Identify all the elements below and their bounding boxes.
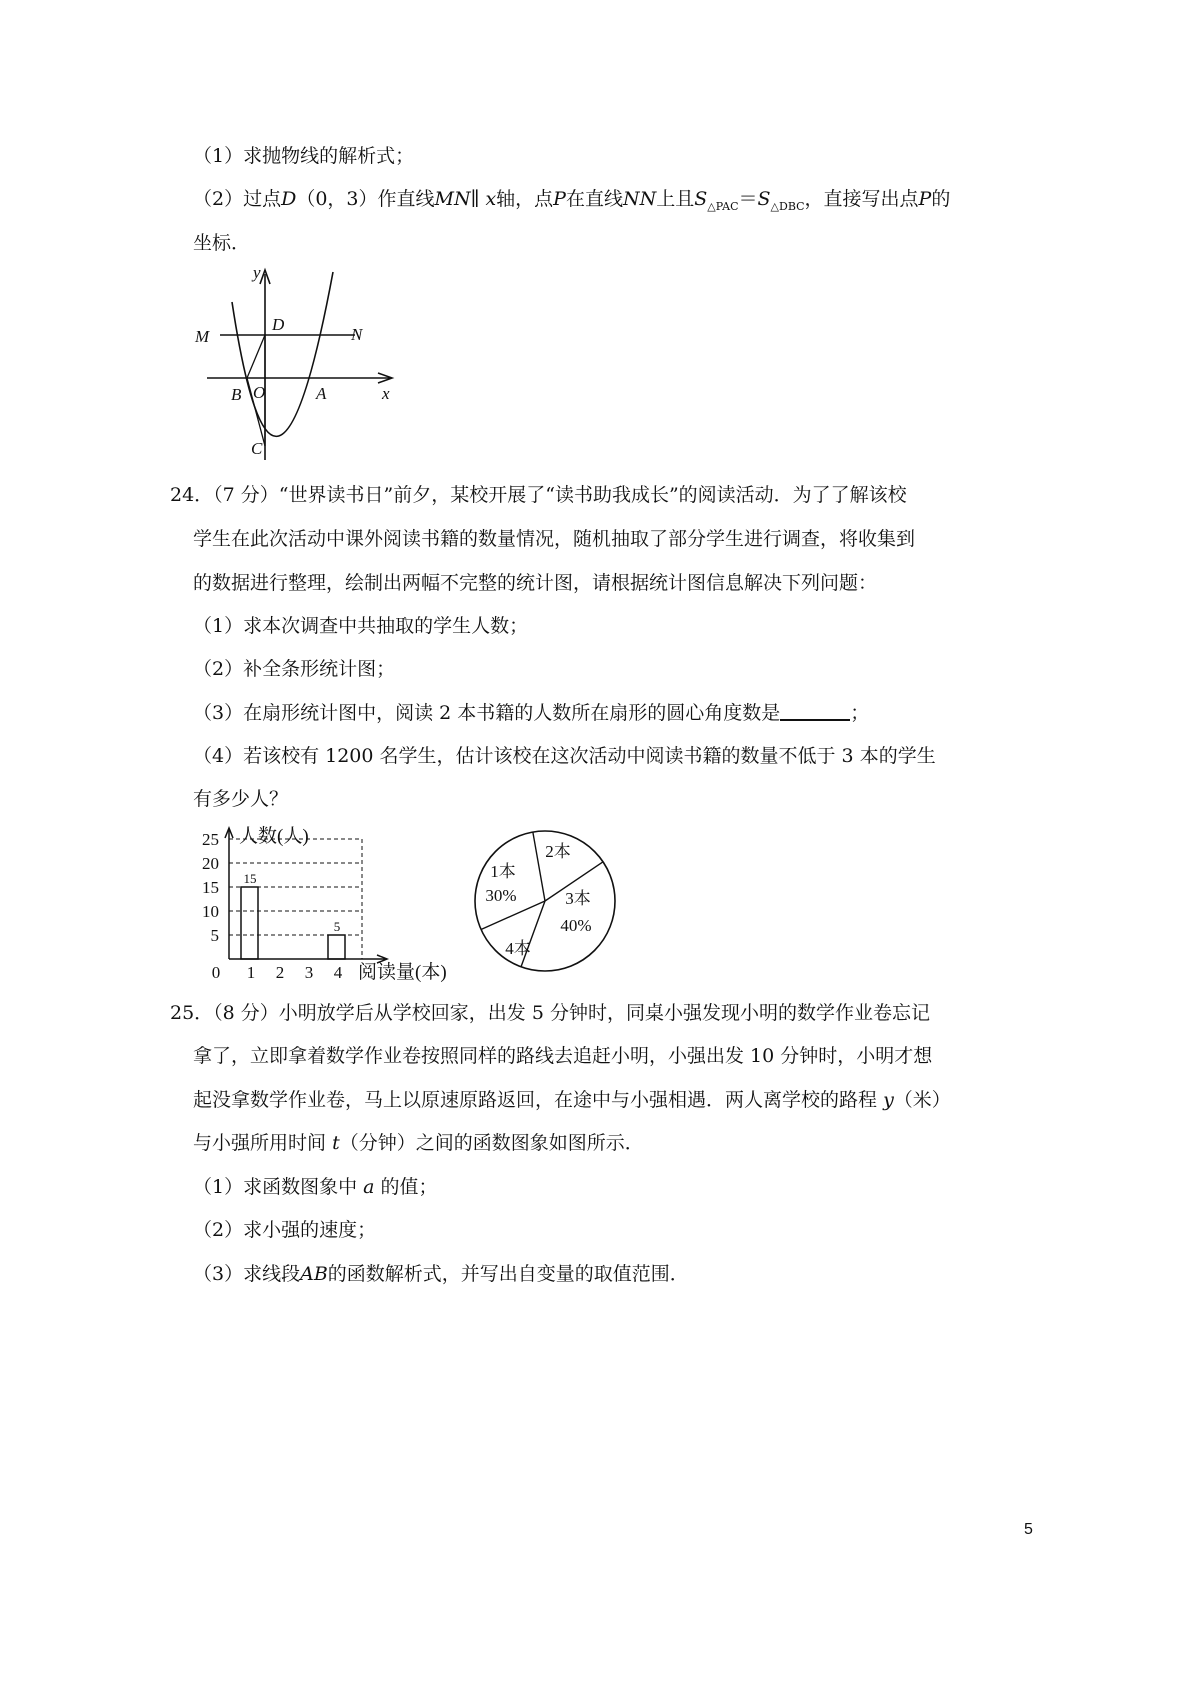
q25-part1: （1）求函数图象中 a 的值； (193, 1176, 438, 1198)
y-tick-10: 10 (202, 902, 219, 921)
label-D: D (272, 315, 285, 334)
y-tick-20: 20 (202, 854, 219, 873)
pie-slice-label-3: 3本 (565, 889, 591, 908)
pie-slice-value-1: 30% (485, 886, 517, 905)
q25-line4: 与小强所用时间 t（分钟）之间的函数图象如图所示． (193, 1132, 644, 1154)
pie-slice-label-1: 1本 (490, 862, 516, 881)
bar-4 (328, 935, 345, 959)
pie-divider-3 (481, 901, 545, 929)
label-x: x (382, 384, 390, 403)
q23-part1: （1）求抛物线的解析式； (193, 145, 415, 167)
pie-slice-label-2: 2本 (545, 842, 571, 861)
label-C: C (251, 439, 263, 458)
q24-part2: （2）补全条形统计图； (193, 658, 396, 680)
y-tick-25: 25 (202, 830, 219, 849)
label-y: y (253, 263, 261, 282)
x-tick-1: 1 (246, 963, 256, 982)
bar-chart (190, 820, 460, 985)
bar-1 (241, 887, 258, 959)
q24-part3: （3）在扇形统计图中，阅读 2 本书籍的人数所在扇形的圆心角度数是 ； (193, 702, 870, 724)
q24-line1: 24．（7 分）“世界读书日”前夕，某校开展了“读书助我成长”的阅读活动．为了了解该校 (170, 484, 907, 506)
pie-slice-label-4: 4本 (505, 939, 531, 958)
x-tick-2: 2 (275, 963, 285, 982)
y-tick-5: 5 (210, 926, 219, 945)
bar-ylabel: 人数(人) (239, 826, 309, 847)
q25-part2: （2）求小强的速度； (193, 1219, 377, 1241)
pie-chart (470, 827, 620, 977)
label-N: N (351, 325, 363, 344)
x-tick-3: 3 (304, 963, 314, 982)
bar-xlabel: 阅读量(本) (358, 962, 447, 983)
q23-part2-cont: 坐标． (193, 232, 251, 254)
q25-part3: （3）求线段AB的函数解析式，并写出自变量的取值范围． (193, 1263, 689, 1285)
q24-part4-cont: 有多少人？ (193, 788, 289, 810)
q24-part1: （1）求本次调查中共抽取的学生人数； (193, 615, 529, 637)
q24-part4: （4）若该校有 1200 名学生，估计该校在这次活动中阅读书籍的数量不低于 3 本的学生 (193, 745, 936, 767)
q25-line1: 25．（8 分）小明放学后从学校回家，出发 5 分钟时，同桌小强发现小明的数学作业卷忘记 (170, 1002, 930, 1024)
label-B: B (231, 385, 242, 404)
q25-line3: 起没拿数学作业卷，马上以原速原路返回，在途中与小强相遇．两人离学校的路程 y（米） (193, 1089, 951, 1111)
q23-part2: （2）过点D（0，3）作直线MN∥ x轴，点P在直线NN上且$S_{\triangle PAC}=S_{\triangle DBC}$，直接写出点P的 (193, 188, 951, 213)
q24-line2: 学生在此次活动中课外阅读书籍的数量情况，随机抽取了部分学生进行调查，将收集到 (193, 528, 916, 550)
page-number: 5 (1024, 1521, 1033, 1538)
q25-line2: 拿了，立即拿着数学作业卷按照同样的路线去追赶小明，小强出发 10 分钟时，小明才想 (193, 1045, 933, 1067)
q24-line3: 的数据进行整理，绘制出两幅不完整的统计图，请根据统计图信息解决下列问题： (193, 572, 878, 594)
bar-label-4: 5 (333, 919, 341, 934)
x-tick-4: 4 (333, 963, 343, 982)
answer-blank (780, 701, 850, 721)
parabola-figure (185, 260, 415, 465)
pie-divider-0 (533, 832, 545, 901)
bar-x-origin: 0 (211, 963, 221, 982)
label-M: M (195, 327, 210, 346)
y-tick-15: 15 (202, 878, 219, 897)
label-O: O (253, 383, 266, 402)
label-A: A (316, 384, 327, 403)
pie-slice-value-3: 40% (560, 916, 592, 935)
bar-label-1: 15 (243, 871, 257, 886)
